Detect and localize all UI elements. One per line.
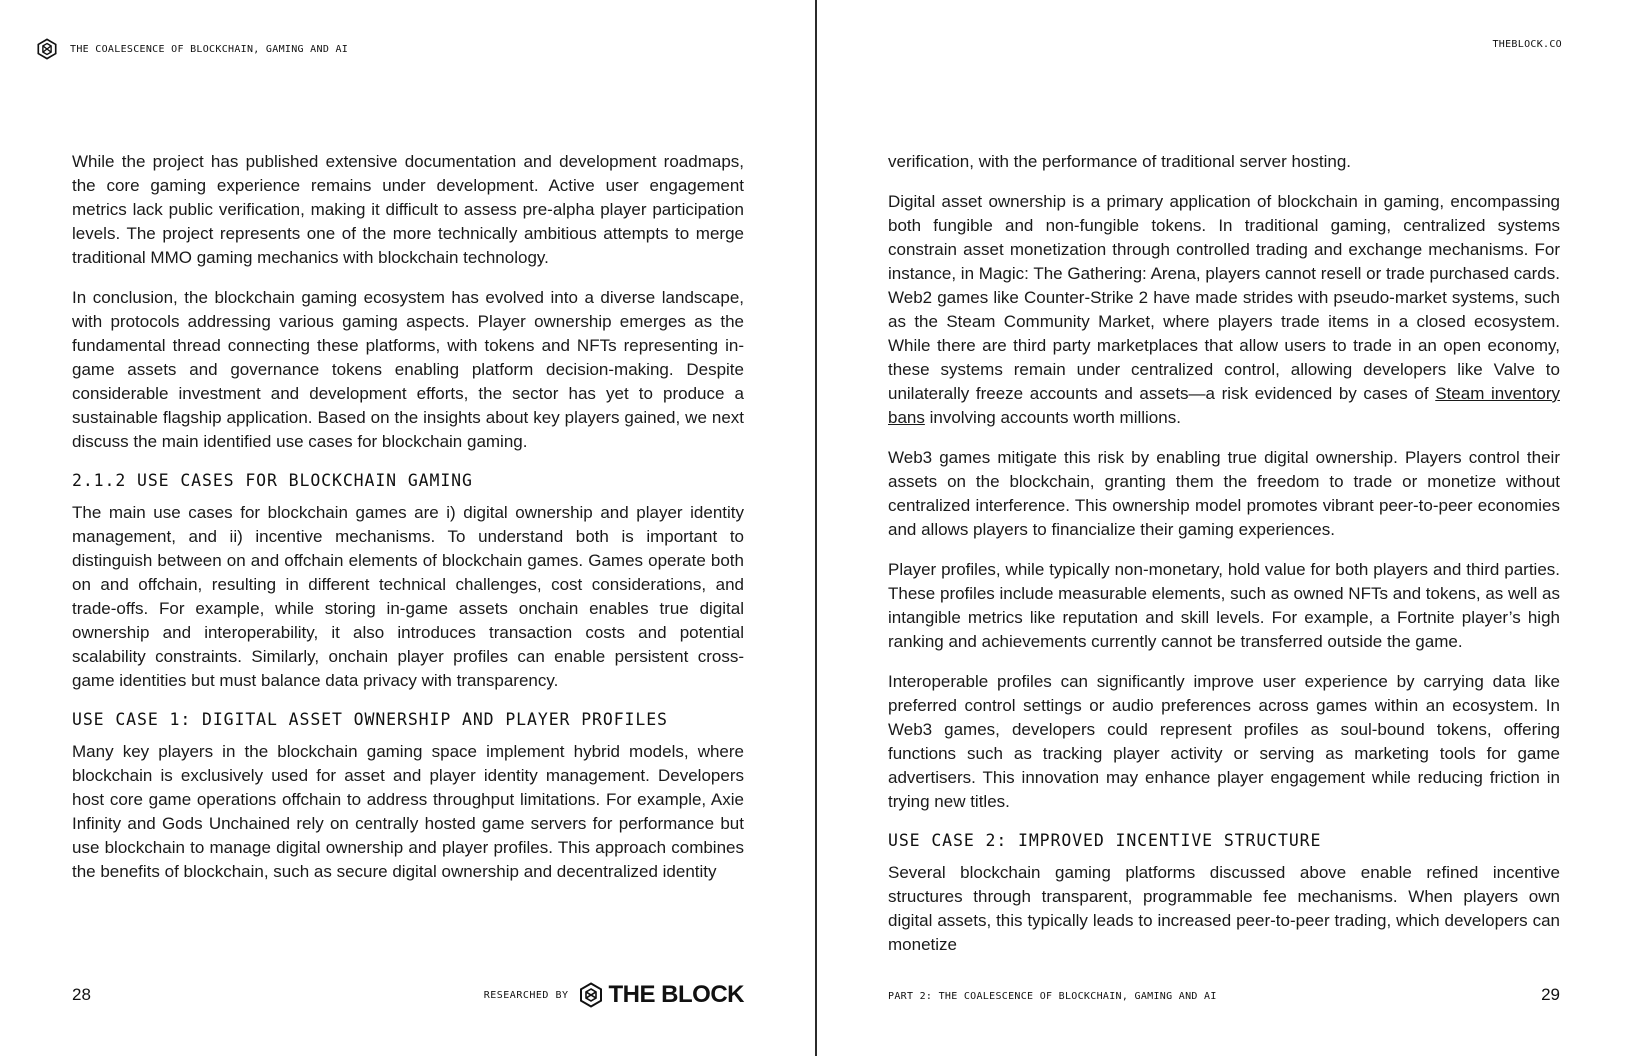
header-site: THEBLOCK.CO xyxy=(1492,39,1562,50)
right-body xyxy=(888,150,1560,973)
section-heading-use-cases: 2.1.2 USE CASES FOR BLOCKCHAIN GAMING xyxy=(72,471,473,490)
brand-name: THE BLOCK xyxy=(608,981,744,1008)
paragraph-use-case-1: Many key players in the blockchain gaming space implement hybrid models, where blockchain is exclusively used for asset and player identity management. Developers host core game operations offchain to address throughput limitations. For example, Axie Infinity and Gods Unchained rely on centrally hosted game servers for performance but use blockchain to manage digital ownership and player profiles. This approach combines the benefits of blockchain, such as secure digital ownership and decentralized identity xyxy=(72,742,744,881)
paragraph-web3: Web3 games mitigate this risk by enabling true digital ownership. Players control their assets on the blockchain, granting them the freedom to trade or monetize without centralized interference. This ownership model promotes vibrant peer-to-peer economies and allows players to financialize their gaming experiences. xyxy=(888,448,1560,539)
the-block-logo-icon xyxy=(579,982,603,1008)
paragraph-conclusion: In conclusion, the blockchain gaming ecosystem has evolved into a diverse landscape, with protocols addressing various gaming aspects. Player ownership emerges as the fundamental thread connecting these platforms, with tokens and NFTs representing in-game assets and governance tokens enabling platform decision-making. Despite considerable investment and development efforts, the sector has yet to produce a sustainable flagship application. Based on the insights about key players gained, we next discuss the main identified use cases for blockchain gaming. xyxy=(72,288,744,451)
left-body xyxy=(72,150,744,900)
steam-inventory-bans-link[interactable]: Steam inventory bans xyxy=(888,384,1560,427)
page-number-left: 28 xyxy=(72,985,91,1004)
footer-part-label: PART 2: THE COALESCENCE OF BLOCKCHAIN, GAMING AND AI xyxy=(888,991,1217,1002)
left-header xyxy=(36,38,348,60)
paragraph-digital-ownership xyxy=(888,190,1560,430)
researched-by-label: RESEARCHED BY xyxy=(483,989,569,1001)
paragraph-use-cases: The main use cases for blockchain games are i) digital ownership and player identity management, and ii) incentive mechanisms. To understand both is important to distinguish between on and offchain elements of blockchain games. Games operate both on and offchain, resulting in different technical challenges, cost considerations, and trade-offs. For example, while storing in-game assets onchain enables true digital ownership and interoperability, it also introduces transaction costs and potential scalability constraints. Similarly, onchain player profiles can enable persistent cross-game identities but must balance data privacy with transparency. xyxy=(72,503,744,690)
header-title: THE COALESCENCE OF BLOCKCHAIN, GAMING AND AI xyxy=(70,43,349,55)
paragraph-interoperable-profiles: Interoperable profiles can significantly improve user experience by carrying data like preferred control settings or audio preferences across games within an ecosystem. In Web3 games, developers could represent profiles as soul-bound tokens, offering functions such as tracking player activity or serving as marketing tools for game advertisers. This innovation may enhance player engagement while reducing friction in trying new titles. xyxy=(888,672,1560,811)
paragraph-project-status: While the project has published extensive documentation and development roadmaps, the core gaming experience remains under development. Active user engagement metrics lack public verification, making it difficult to assess pre-alpha player participation levels. The project represents one of the more technically ambitious attempts to merge traditional MMO gaming mechanics with blockchain technology. xyxy=(72,152,744,267)
right-page xyxy=(817,0,1632,1056)
heading-use-case-1: USE CASE 1: DIGITAL ASSET OWNERSHIP AND PLAYER PROFILES xyxy=(72,710,668,729)
digital-ownership-text-end: involving accounts worth millions. xyxy=(924,408,1181,427)
digital-ownership-text: Digital asset ownership is a primary application of blockchain in gaming, encompassing both fungible and non-fungible tokens. In traditional gaming, centralized systems constrain asset monetization through controlled trading and exchange mechanisms. For instance, in Magic: The Gathering: Arena, players cannot resell or trade purchased cards. Web2 games like Counter-Strike 2 have made strides with pseudo-market systems, such as the Steam Community Market, where players trade items in a closed ecosystem. While there are third party marketplaces that allow users to trade in an open economy, these systems remain under centralized control, allowing developers like Valve to unilaterally freeze accounts and assets—a risk evidenced by cases of xyxy=(888,192,1560,403)
researched-by-credit xyxy=(484,981,744,1009)
the-block-cube-icon xyxy=(36,38,58,60)
heading-use-case-2: USE CASE 2: IMPROVED INCENTIVE STRUCTURE xyxy=(888,831,1322,850)
page-number-right: 29 xyxy=(1541,985,1560,1004)
paragraph-use-case-2: Several blockchain gaming platforms discussed above enable refined incentive structures through transparent, programmable fee mechanisms. When players own digital assets, this typically leads to increased peer-to-peer trading, which developers can monetize xyxy=(888,863,1560,954)
paragraph-continuation: verification, with the performance of traditional server hosting. xyxy=(888,152,1352,171)
paragraph-player-profiles: Player profiles, while typically non-monetary, hold value for both players and third parties. These profiles include measurable elements, such as owned NFTs and tokens, as well as intangible metrics like reputation and skill levels. For example, a Fortnite player’s high ranking and achievements currently cannot be transferred outside the game. xyxy=(888,560,1560,651)
